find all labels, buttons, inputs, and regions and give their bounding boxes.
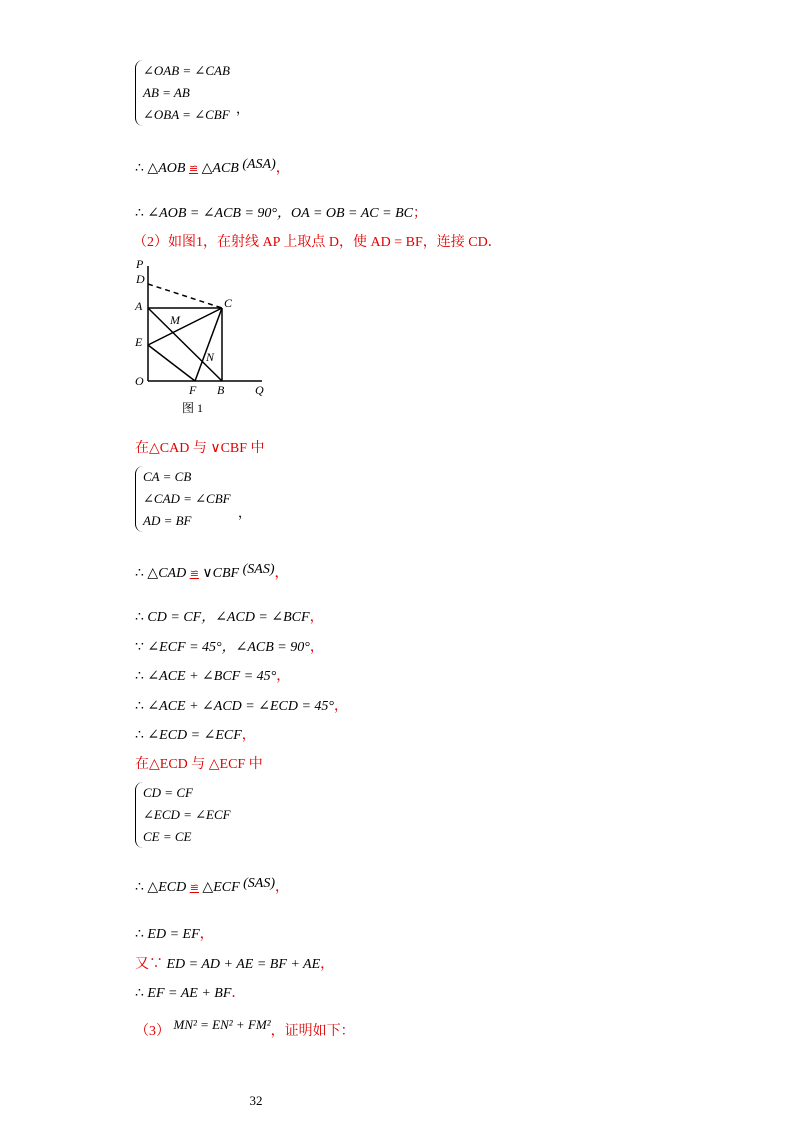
equation-system-3 xyxy=(135,782,231,848)
label-o: O xyxy=(135,374,144,388)
sys3-line-1: CD = CF xyxy=(143,785,193,800)
label-n: N xyxy=(206,350,215,364)
part-3-tail: ，证明如下： xyxy=(270,1024,355,1039)
math: CD = CF，∠ACD = ∠BCF xyxy=(147,610,310,625)
part-3-equation: MN² = EN² + FM² xyxy=(173,1017,271,1032)
segment-cd-dashed xyxy=(148,284,222,308)
reason-sas: (SAS) xyxy=(242,562,275,577)
math: ED = EF xyxy=(147,927,200,942)
line-tail: ， xyxy=(309,610,324,625)
equation-system-2 xyxy=(135,466,231,532)
therefore-symbol: ∴ xyxy=(135,699,148,714)
label-b: B xyxy=(217,383,225,397)
part-2-heading: （2）如图1，在射线 AP 上取点 D，使 AD = BF，连接 CD． xyxy=(133,235,502,250)
line-tail: ， xyxy=(241,728,256,743)
line-tail: ， xyxy=(276,669,291,684)
again-because: 又∵ xyxy=(135,957,167,972)
line-tail: ， xyxy=(320,957,335,972)
line-ed-ef xyxy=(135,926,214,944)
therefore-symbol: ∴ xyxy=(135,566,148,581)
line-tail: ， xyxy=(275,161,290,176)
line-tail: ， xyxy=(199,927,214,942)
triangle-aob: △AOB xyxy=(147,161,186,176)
equation-system-1 xyxy=(135,60,230,126)
line-ace-acd xyxy=(135,698,348,716)
part-3-heading xyxy=(135,1017,355,1041)
sys2-tail: ， xyxy=(238,505,252,520)
congruent-symbol: ≌ xyxy=(189,568,199,580)
line-tail: ， xyxy=(334,699,348,714)
line-angles-equal xyxy=(135,205,427,223)
line-tail: ； xyxy=(412,206,427,221)
label-f: F xyxy=(189,383,197,397)
in-ecd-heading: 在△ECD 与 △ECF 中 xyxy=(135,757,263,772)
triangle-acb: △ACB xyxy=(201,161,239,176)
line-tail: ． xyxy=(231,986,246,1001)
sys3-line-3: CE = CE xyxy=(143,829,192,844)
therefore-symbol: ∴ xyxy=(135,927,148,942)
line-cd-cf xyxy=(135,609,324,627)
sys1-line-1: ∠OAB = ∠CAB xyxy=(143,63,230,78)
triangle-cbf: ∨CBF xyxy=(202,566,240,581)
therefore-symbol: ∴ xyxy=(135,880,148,895)
figure-1 xyxy=(130,258,280,418)
segment-ef xyxy=(148,345,195,381)
sys1-tail: ， xyxy=(236,101,250,116)
segment-ab xyxy=(148,308,222,381)
sys2-line-2: ∠CAD = ∠CBF xyxy=(143,491,231,506)
therefore-symbol: ∴ xyxy=(135,986,148,1001)
line-ecd-ecf xyxy=(135,727,256,745)
in-cad-heading: 在△CAD 与 ∨CBF 中 xyxy=(135,441,265,456)
label-a: A xyxy=(135,299,143,313)
line-cad-congruent xyxy=(135,562,289,583)
math: ED = AD + AE = BF + AE xyxy=(166,957,321,972)
sys1-line-2: AB = AB xyxy=(143,85,190,100)
therefore-symbol: ∴ xyxy=(135,206,148,221)
line-ef-result xyxy=(135,985,245,1003)
angle-equations: ∠AOB = ∠ACB = 90°，OA = OB = AC = BC xyxy=(147,206,413,221)
congruent-symbol: ≌ xyxy=(189,882,199,894)
line-tail: ， xyxy=(274,566,289,581)
therefore-symbol: ∴ xyxy=(135,610,148,625)
congruent-symbol: ≌ xyxy=(188,163,199,175)
math: EF = AE + BF xyxy=(147,986,232,1001)
math: ∠ACE + ∠ACD = ∠ECD = 45° xyxy=(147,699,334,714)
triangle-ecf: △ECF xyxy=(202,880,240,895)
line-ecf-45 xyxy=(135,639,324,657)
line-ace-bcf xyxy=(135,668,290,686)
line-tail: ， xyxy=(309,640,324,655)
label-p: P xyxy=(136,258,144,271)
line-tail: ， xyxy=(275,880,290,895)
label-e: E xyxy=(135,335,143,349)
sys2-line-1: CA = CB xyxy=(143,469,192,484)
sys2-line-3: AD = BF xyxy=(143,513,192,528)
part-3-number: （3） xyxy=(135,1024,170,1039)
label-q: Q xyxy=(255,383,264,397)
math: ∠ECF = 45°，∠ACB = 90° xyxy=(147,640,310,655)
triangle-cad: △CAD xyxy=(147,566,187,581)
reason-asa: (ASA) xyxy=(242,157,276,172)
line-aob-congruent xyxy=(135,157,290,178)
therefore-symbol: ∴ xyxy=(135,669,148,684)
reason-sas: (SAS) xyxy=(243,876,276,891)
triangle-ecd: △ECD xyxy=(147,880,187,895)
figure-caption: 图 1 xyxy=(182,401,204,415)
label-d: D xyxy=(136,272,145,286)
page-number: 32 xyxy=(249,1093,263,1108)
line-again xyxy=(135,956,334,974)
therefore-symbol: ∴ xyxy=(135,728,148,743)
label-m: M xyxy=(170,313,180,327)
sys3-line-2: ∠ECD = ∠ECF xyxy=(143,807,231,822)
math: ∠ACE + ∠BCF = 45° xyxy=(147,669,277,684)
label-c: C xyxy=(224,296,233,310)
therefore-symbol: ∴ xyxy=(135,161,148,176)
line-ecd-congruent xyxy=(135,876,290,897)
math: ∠ECD = ∠ECF xyxy=(147,728,242,743)
because-symbol: ∵ xyxy=(135,640,148,655)
sys1-line-3: ∠OBA = ∠CBF xyxy=(143,107,230,122)
